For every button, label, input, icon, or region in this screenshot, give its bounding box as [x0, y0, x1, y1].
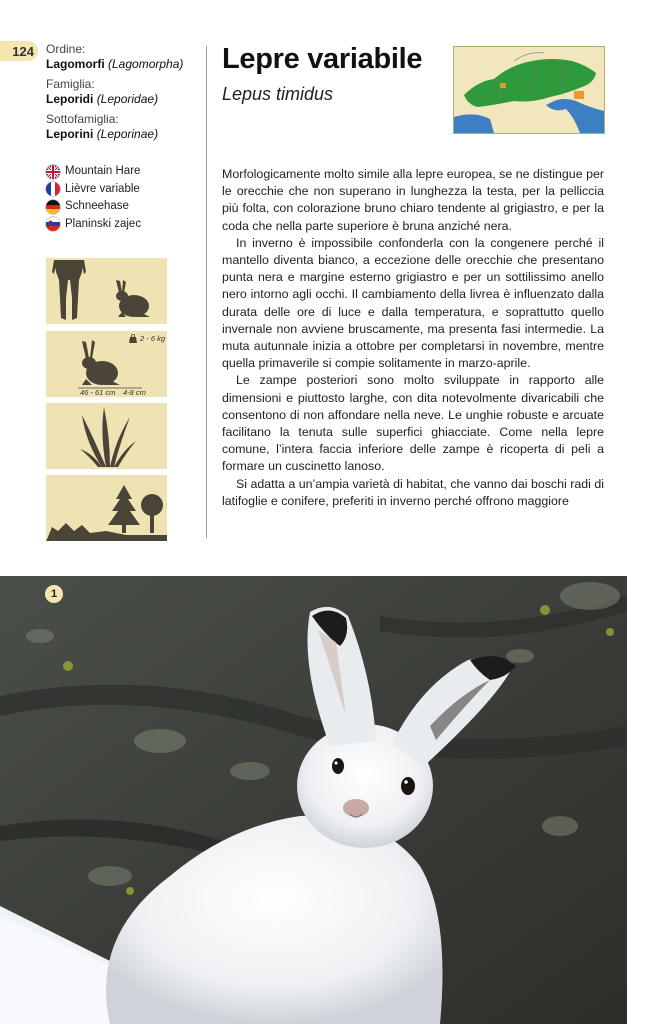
common-names-list — [46, 163, 141, 233]
uk-flag-icon — [46, 165, 60, 179]
common-name-text: Planinski zajec — [65, 217, 142, 230]
weight-range: 2 - 6 kg — [140, 334, 166, 343]
order-value: Lagomorfi — [46, 57, 105, 71]
taxonomy-block — [46, 42, 196, 147]
order-label: Ordine: — [46, 42, 86, 56]
common-name-text: Mountain Hare — [65, 165, 141, 177]
habitat-trees-icon — [46, 475, 167, 541]
distribution-map — [453, 46, 605, 134]
habitat-card — [46, 475, 167, 541]
family-value: Leporidi — [46, 92, 94, 106]
description-paragraph: Si adatta a un’ampia varietà di habitat, che vanno dai boschi radi di latifoglie e conifere, preferiti in inverno perché offrono maggiore — [222, 476, 604, 508]
common-name-de — [46, 198, 141, 216]
description-paragraph: Morfologicamente molto simile alla lepre europea, se ne distingue per le orecchie che non superano in lunghezza la testa, per la pelliccia più folta, con colorazione bruno chiaro tendente al grigiastro, e per la coda che nella parte superiore è bruna anziché nera. — [222, 167, 604, 233]
description-paragraph: In inverno è impossibile confonderla con la congenere perché il mantello diventa bianco, a eccezione delle orecchie che presentano punta nera e margine esterno grigiastro e per un sottilissimo anello nero intorno agli occhi. Il cambiamento della livrea è influenzato dalla durata delle ore di luce e dalla temperatura, e soprattutto quello invernale non avviene bruscamente, ma presenta fasi intermedie. La muta autunnale inizia a ottobre per completarsi in novembre, mentre quella primaverile si compie solitamente in marzo-aprile. — [222, 235, 604, 371]
photo-number-badge: 1 — [45, 585, 63, 603]
slovenia-flag-icon — [46, 217, 60, 231]
diet-card — [46, 403, 167, 469]
species-description — [222, 166, 604, 510]
common-name-text: Lièvre variable — [65, 182, 140, 195]
tail-length: 4-8 cm — [123, 388, 146, 397]
grass-icon — [46, 403, 167, 469]
france-flag-icon — [46, 182, 60, 196]
hare-photo — [0, 576, 627, 1024]
order-latin: (Lagomorpha) — [108, 57, 184, 71]
size-comparison-card — [46, 258, 167, 324]
common-name-sl — [46, 216, 141, 234]
alps-range-map-icon — [454, 47, 604, 133]
mountain-hare-winter-photo — [0, 576, 627, 1024]
common-name-fr — [46, 181, 141, 199]
common-name-text: Schneehase — [65, 200, 129, 212]
subfamily-latin: (Leporinae) — [96, 127, 159, 141]
measurements-card — [46, 331, 167, 397]
family-label: Famiglia: — [46, 77, 95, 91]
body-length: 46 - 61 cm — [80, 388, 116, 397]
subfamily-value: Leporini — [46, 127, 94, 141]
subfamily-label: Sottofamiglia: — [46, 112, 119, 126]
description-paragraph: Le zampe posteriori sono molto sviluppate in rapporto alle dimensioni e piuttosto larghe, con dita notevolmente divaricabili che consentono di non affondare nella neve. Le unghie robuste e arcuate facilitano la tenuta sulle superfici ghiacciate. Come nella lepre comune, l’intera faccia inferiore delle zampe è ricoperta di peli a formare un cuscinetto lanoso. — [222, 373, 604, 474]
species-title: Lepre variabile — [222, 43, 423, 75]
species-latin-name: Lepus timidus — [222, 84, 334, 104]
germany-flag-icon — [46, 200, 60, 214]
family-latin: (Leporidae) — [96, 92, 159, 106]
page-number: 124 — [0, 41, 38, 61]
human-legs-vs-hare-icon — [46, 258, 167, 324]
common-name-en — [46, 163, 141, 181]
column-divider — [206, 46, 207, 538]
